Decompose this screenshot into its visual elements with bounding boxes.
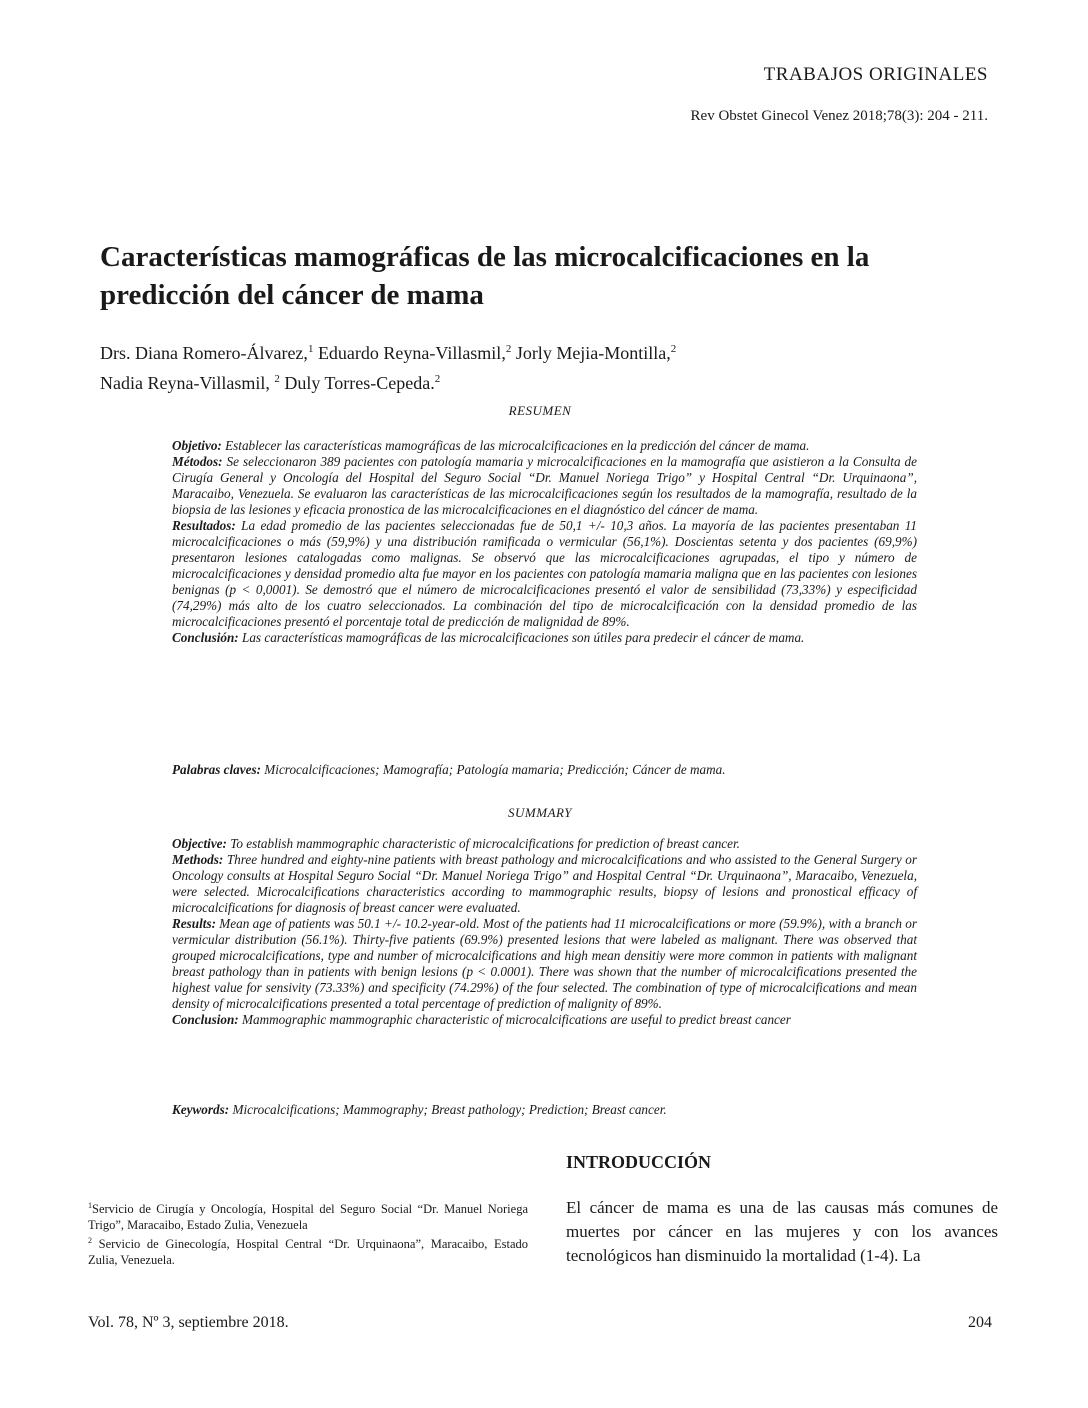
abstract-label: Resultados: [172,518,236,533]
keywords-text: Microcalcificaciones; Mamografía; Patología mamaria; Predicción; Cáncer de mama. [261,762,726,777]
resumen-abstract [172,438,917,646]
keywords-label: Palabras claves: [172,762,261,777]
author-line-2 [100,366,980,396]
abstract-text: Three hundred and eighty-nine patients with breast pathology and microcalcifications and who assisted to the General Surgery or Oncology consults at Hospital Seguro Social “Dr. Manuel Noriega Trigo” and Hospital Central “Dr. Urquinaona”, Maracaibo, Venezuela, were selected. Microcalcifications characteristics according to mammographic results, biopsy of lesions and pronostical efficacy of microcalcifications for diagnosis of breast cancer were evaluated. [172,852,917,915]
resumen-objetivo [172,438,917,454]
author-name: Nadia Reyna-Villasmil, [100,373,275,393]
abstract-text: Mean age of patients was 50.1 +/- 10.2-year-old. Most of the patients had 11 microcalcifications or more (59.9%), with a branch or vermicular distribution (56.1%). Thirty-five patients (69.9%) presented lesions that were labeled as malignant. There was observed that grouped microcalcifications, type and number of microcalcifications and high mean densitiy were more common in patients with malignant breast pathology than in patients with benign lesions (p < 0.0001). There was shown that the number of microcalcifications presented the highest value for sensivity (73.33%) and specificity (74.29%) of the four selected. The combination of type of microcalcifications and mean density of microcalcifications presented a total percentage of prediction of malignity of 89%. [172,916,917,1011]
abstract-text: Las características mamográficas de las microcalcificaciones son útiles para predecir el cáncer de mama. [238,630,805,645]
footer-volume: Vol. 78, Nº 3, septiembre 2018. [88,1314,289,1331]
summary-methods [172,852,917,916]
footnote-mark: 1 [88,1201,92,1210]
abstract-label: Conclusión: [172,630,239,645]
keywords-label: Keywords: [172,1102,230,1117]
summary-conclusion [172,1012,917,1028]
footnote-mark: 2 [88,1236,92,1246]
abstract-text: La edad promedio de las pacientes seleccionadas fue de 50,1 +/- 10,3 años. La mayoría de las pacientes presentaban 11 microcalcificaciones o más (59,9%) y una distribución ramificada o vermicular (56,1%). Doscientas setenta y dos pacientes (69,9%) presentaron lesiones catalogadas como malignas. Se observó que las microcalcificaciones agrupadas, el tipo y número de microcalcificaciones y densidad promedio alta fue mayor en los pacientes con patología mamaria maligna que en las pacientes con lesiones benignas (p < 0,0001). Se demostró que el número de microcalcificaciones presentó el valor de sensibilidad (73,33%) y especificidad (74,29%) más alto de los cuatro seleccionados. La combinación del tipo de microcalcificación con la densidad promedio de las microcalcificaciones presentó el porcentaje total de predicción de malignidad de 89%. [172,518,917,629]
footnote-1 [88,1198,528,1233]
resumen-metodos [172,454,917,518]
introduction-text: El cáncer de mama es una de las causas más comunes de muertes por cáncer en las mujeres y con los avances tecnológicos han disminuido la mortalidad (1-4). La [566,1198,998,1265]
summary-objective [172,836,917,852]
abstract-label: Methods: [172,852,224,867]
affiliation-mark: 1 [307,343,314,355]
summary-keywords [172,1102,917,1118]
affiliation-footnotes [88,1198,528,1268]
keywords-text: Microcalcifications; Mammography; Breast pathology; Prediction; Breast cancer. [229,1102,667,1117]
abstract-label: Results: [172,916,216,931]
abstract-text: Mammographic mammographic characteristic of microcalcifications are useful to predict breast cancer [238,1012,791,1027]
summary-results [172,916,917,1012]
resumen-resultados [172,518,917,630]
author-name: Duly Torres-Cepeda. [279,373,435,393]
resumen-heading: RESUMEN [508,403,572,418]
abstract-text: Establecer las características mamográficas de las microcalcificaciones en la predicción del cáncer de mama. [221,438,810,453]
footnote-2 [88,1233,528,1268]
page-number: 204 [968,1314,992,1331]
abstract-label: Métodos: [172,454,223,469]
affiliation-mark: 2 [505,343,512,355]
journal-citation: Rev Obstet Ginecol Venez 2018;78(3): 204 - 211. [690,108,988,124]
abstract-label: Objetivo: [172,438,222,453]
affiliation-mark: 2 [434,373,441,385]
resumen-conclusion [172,630,917,646]
abstract-label: Objective: [172,836,227,851]
summary-abstract [172,836,917,1028]
summary-heading: SUMMARY [508,805,572,820]
abstract-text: To establish mammographic characteristic of microcalcifications for prediction of breast cancer. [226,836,740,851]
abstract-label: Conclusion: [172,1012,239,1027]
resumen-keywords [172,762,917,778]
author-list [100,336,980,396]
footnote-text: Servicio de Cirugía y Oncología, Hospital del Seguro Social “Dr. Manuel Noriega Trigo”, Maracaibo, Estado Zulia, Venezuela [88,1202,528,1233]
introduction-heading: INTRODUCCIÓN [566,1152,712,1172]
section-label: TRABAJOS ORIGINALES [763,64,988,85]
abstract-text: Se seleccionaron 389 pacientes con patología mamaria y microcalcificaciones en la mamografía que asistieron a la Consulta de Cirugía General y Oncología del Hospital del Seguro Social “Dr. Manuel Noriega Trigo” y Hospital Central “Dr. Urquinaona”, Maracaibo, Venezuela. Se evaluaron las características de las microcalcificaciones según los resultados de la mamografía, resultado de la biopsia de las lesiones y eficacia pronostica de las microcalcificaciones en el diagnóstico del cáncer de mama. [172,454,917,517]
author-line-1 [100,336,980,366]
footnote-text: Servicio de Ginecología, Hospital Central “Dr. Urquinaona”, Maracaibo, Estado Zulia, Venezuela. [88,1237,528,1268]
affiliation-mark: 2 [670,343,677,355]
author-name: Drs. Diana Romero-Álvarez, [100,343,308,363]
article-title: Características mamográficas de las microcalcificaciones en la predicción del cáncer de mama [100,241,870,311]
author-name: Eduardo Reyna-Villasmil, [313,343,506,363]
affiliation-mark: 2 [274,373,280,385]
author-name: Jorly Mejia-Montilla, [511,343,671,363]
